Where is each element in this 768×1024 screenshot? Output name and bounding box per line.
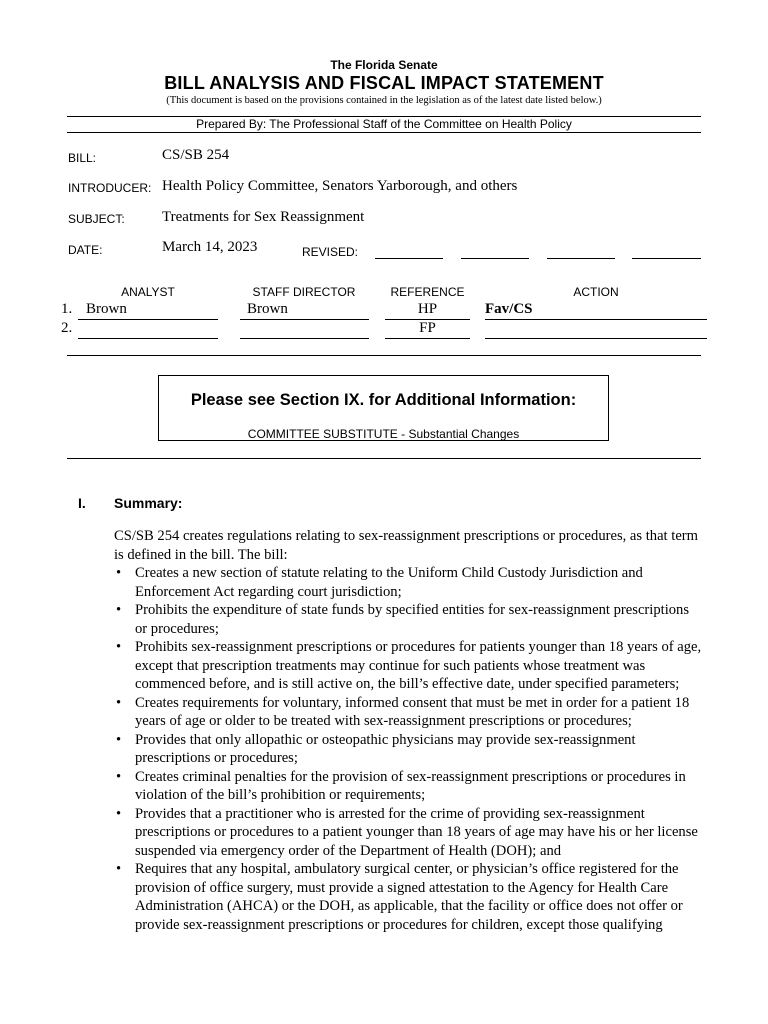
document-title: BILL ANALYSIS AND FISCAL IMPACT STATEMENT xyxy=(164,73,604,93)
summary-bullet: • Provides that only allopathic or osteopathic physicians may provide sex-reassignment prescriptions or procedures; xyxy=(114,731,704,768)
divider-table xyxy=(67,355,701,356)
row-1-action: Fav/CS xyxy=(485,301,533,317)
row-1-number: 1. xyxy=(61,301,73,317)
summary-bullet: • Creates requirements for voluntary, informed consent that must be met in order for a patient 18 years of age or older to be treated with sex-reassignment prescriptions or procedures; xyxy=(114,694,704,731)
revised-blank-4 xyxy=(632,258,701,259)
row-2-analyst-line xyxy=(78,338,218,339)
row-1-director-line xyxy=(240,319,369,320)
revised-blank-2 xyxy=(461,258,529,259)
section-number: I. xyxy=(78,495,86,511)
revised-blank-3 xyxy=(547,258,615,259)
header-staff-director: STAFF DIRECTOR xyxy=(252,285,356,299)
row-1-reference: HP xyxy=(417,301,438,317)
org-name: The Florida Senate xyxy=(330,58,438,72)
row-2-action-line xyxy=(485,338,707,339)
date-value: March 14, 2023 xyxy=(162,239,258,255)
summary-bullet: • Requires that any hospital, ambulatory surgical center, or physician’s office registered for the provision of office surgery, must provide a signed attestation to the Agency for Health Care Administration (AHCA) or the DOH, as applicable, that the facility or office does not offer or provide sex-reassignment prescriptions or procedures for children, except those qualifying xyxy=(114,860,704,934)
row-1-analyst: Brown xyxy=(86,301,127,317)
row-2-number: 2. xyxy=(61,320,73,336)
document-note: (This document is based on the provisions contained in the legislation as of the latest date listed below.) xyxy=(166,95,602,106)
additional-info-box xyxy=(158,375,609,441)
additional-info-title: Please see Section IX. for Additional Information: xyxy=(190,391,577,409)
date-label: DATE: xyxy=(68,243,103,257)
summary-bullet: • Prohibits sex-reassignment prescriptions or procedures for patients younger than 18 years of age, except that prescription treatments may continue for such patients whose treatment was commenced before, and is still active on, the bill’s effective date, under specified parameters; xyxy=(114,638,704,694)
summary-bullet: • Prohibits the expenditure of state funds by specified entities for sex-reassignment prescriptions or procedures; xyxy=(114,601,704,638)
introducer-value: Health Policy Committee, Senators Yarborough, and others xyxy=(162,178,518,194)
header-analyst: ANALYST xyxy=(121,285,175,299)
introducer-label: INTRODUCER: xyxy=(68,181,152,195)
subject-label: SUBJECT: xyxy=(68,212,125,226)
summary-bullet: • Creates a new section of statute relating to the Uniform Child Custody Jurisdiction and Enforcement Act regarding court jurisdiction; xyxy=(114,564,704,601)
summary-bullet-list xyxy=(114,564,704,934)
prepared-by: Prepared By: The Professional Staff of the Committee on Health Policy xyxy=(196,117,572,131)
revised-blank-1 xyxy=(375,258,443,259)
header-action: ACTION xyxy=(573,285,619,299)
divider-prepared xyxy=(67,132,701,133)
subject-value: Treatments for Sex Reassignment xyxy=(162,209,365,225)
divider-notice xyxy=(67,458,701,459)
revised-label: REVISED: xyxy=(302,245,359,259)
row-1-analyst-line xyxy=(78,319,218,320)
additional-info-subtitle: COMMITTEE SUBSTITUTE - Substantial Changes xyxy=(247,427,520,441)
row-2-director-line xyxy=(240,338,369,339)
bill-label: BILL: xyxy=(68,151,97,165)
section-heading: Summary: xyxy=(114,495,183,511)
row-1-action-line xyxy=(485,319,707,320)
header-reference: REFERENCE xyxy=(390,285,465,299)
row-1-director: Brown xyxy=(247,301,288,317)
row-2-reference: FP xyxy=(419,320,436,336)
summary-bullet: • Provides that a practitioner who is arrested for the crime of providing sex-reassignment prescriptions or procedures to a patient younger than 18 years of age may have his or her license suspended via emergency order of the Department of Health (DOH); and xyxy=(114,805,704,861)
summary-intro: CS/SB 254 creates regulations relating to sex-reassignment prescriptions or procedures, as that term is defined in the bill. The bill: xyxy=(114,528,699,563)
bill-value: CS/SB 254 xyxy=(162,147,230,163)
summary-bullet: • Creates criminal penalties for the provision of sex-reassignment prescriptions or procedures in violation of the bill’s prohibition or requirements; xyxy=(114,768,704,805)
row-2-reference-line xyxy=(385,338,470,339)
